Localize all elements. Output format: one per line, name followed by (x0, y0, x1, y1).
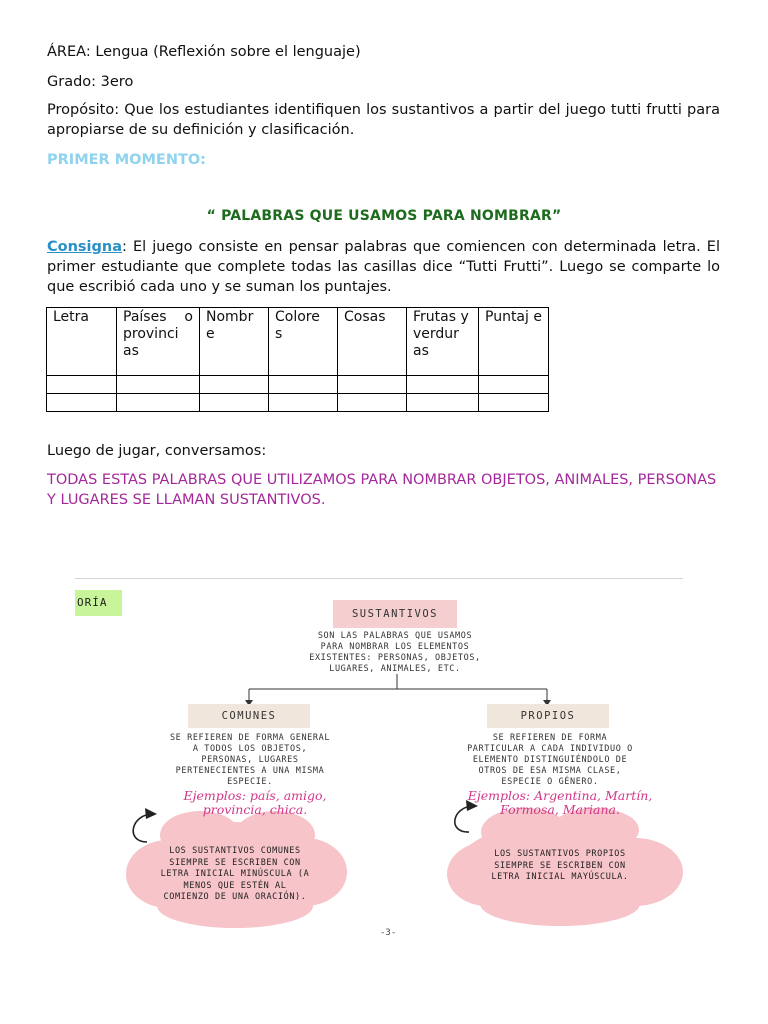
header-cell-colores: Colore s (269, 308, 338, 376)
comunes-definition-line: SE REFIEREN DE FORMA GENERAL (169, 733, 331, 743)
comunes-cloud-line: COMIENZO DE UNA ORACIÓN). (163, 892, 307, 902)
table-cell[interactable] (117, 376, 200, 394)
header-cell-puntaje: Puntaj e (479, 308, 549, 376)
table-row (47, 376, 549, 394)
comunes-example-line: Ejemplos: país, amigo, (183, 788, 327, 803)
main-definition-line: EXISTENTES: PERSONAS, OBJETOS, (309, 653, 481, 663)
table-cell[interactable] (47, 376, 117, 394)
header-cell-nombre: Nombr e (200, 308, 269, 376)
comunes-definition-line: PERTENECIENTES A UNA MISMA (175, 766, 325, 776)
table-cell[interactable] (117, 394, 200, 412)
table-cell[interactable] (338, 394, 407, 412)
table-cell[interactable] (269, 376, 338, 394)
table-cell[interactable] (479, 394, 549, 412)
comunes-cloud-line: LETRA INICIAL MINÚSCULA (A (160, 869, 310, 879)
propios-examples (440, 789, 680, 817)
propios-definition-line: OTROS DE ESA MISMA CLASE, (478, 766, 622, 776)
sustantivos-title-box: SUSTANTIVOS (333, 600, 457, 628)
propios-cloud-line: LOS SUSTANTIVOS PROPIOS (494, 849, 626, 859)
comunes-definition-line: PERSONAS, LUGARES (201, 755, 299, 765)
main-definition-line: SON LAS PALABRAS QUE USAMOS (317, 631, 473, 641)
table-row (47, 394, 549, 412)
conversamos-line: Luego de jugar, conversamos: (47, 443, 267, 459)
propios-definition (420, 733, 680, 788)
comunes-definition-line: A TODOS LOS OBJETOS, (192, 744, 308, 754)
propios-title-box: PROPIOS (487, 704, 609, 728)
consigna-text: : El juego consiste en pensar palabras que comiencen con determinada letra. El primer estudiante que complete todas las casillas dice “Tutti Frutti”. Luego se comparte lo que escribió cada uno y se suman los puntajes. (47, 239, 720, 295)
table-cell[interactable] (338, 376, 407, 394)
propios-example-line: Ejemplos: Argentina, Martín, (467, 788, 653, 803)
propios-definition-line: PARTICULAR A CADA INDIVIDUO O (467, 744, 633, 754)
comunes-example-line: provincia, chica. (202, 802, 308, 817)
table-cell[interactable] (407, 394, 479, 412)
proposito-paragraph: Propósito: Que los estudiantes identifiquen los sustantivos a partir del juego tutti frutti para apropiarse de su definición y clasificación. (47, 102, 720, 138)
consigna-paragraph (47, 237, 720, 297)
main-definition-line: LUGARES, ANIMALES, ETC. (329, 664, 461, 674)
comunes-examples (135, 789, 375, 817)
propios-example-line: Formosa, Mariana. (500, 802, 620, 817)
page-number: -3- (380, 928, 397, 938)
table-cell[interactable] (407, 376, 479, 394)
table-cell[interactable] (200, 376, 269, 394)
comunes-cloud-line: SIEMPRE SE ESCRIBEN CON (169, 857, 301, 868)
consigna-link[interactable]: Consigna (47, 239, 123, 255)
category-tag: ORÍA (75, 590, 122, 616)
table-cell[interactable] (479, 376, 549, 394)
conclusion-paragraph: TODAS ESTAS PALABRAS QUE UTILIZAMOS PARA NOMBRAR OBJETOS, ANIMALES, PERSONAS Y LUGARES SE LLAMAN SUSTANTIVOS. (47, 472, 717, 508)
activity-title: “ PALABRAS QUE USAMOS PARA NOMBRAR” (206, 208, 562, 224)
propios-cloud-text (460, 849, 660, 884)
main-definition-line: PARA NOMBRAR LOS ELEMENTOS (320, 642, 470, 652)
propios-definition-line: ELEMENTO DISTINGUIÉNDOLO DE (472, 755, 628, 765)
header-cell-letra: Letra (47, 308, 117, 376)
sustantivos-infographic (75, 578, 683, 940)
comunes-definition (115, 733, 385, 788)
comunes-title-box: COMUNES (188, 704, 310, 728)
tutti-frutti-table (46, 307, 549, 412)
primer-momento-heading: PRIMER MOMENTO: (47, 152, 206, 168)
header-cell-cosas: Cosas (338, 308, 407, 376)
table-cell[interactable] (47, 394, 117, 412)
comunes-definition-line: ESPECIE. (227, 777, 273, 787)
propios-definition-line: ESPECIE O GÉNERO. (501, 777, 599, 787)
header-cell-frutas: Frutas y verdur as (407, 308, 479, 376)
propios-definition-line: SE REFIEREN DE FORMA (492, 733, 608, 743)
grado-line: Grado: 3ero (47, 74, 134, 90)
comunes-cloud-line: LOS SUSTANTIVOS COMUNES (169, 846, 301, 856)
comunes-cloud-text (130, 846, 340, 904)
propios-cloud-line: SIEMPRE SE ESCRIBEN CON (494, 860, 626, 871)
area-line: ÁREA: Lengua (Reflexión sobre el lenguaje) (47, 44, 361, 60)
propios-cloud-line: LETRA INICIAL MAYÚSCULA. (491, 872, 629, 882)
table-cell[interactable] (269, 394, 338, 412)
header-cell-paises: Países o provinci as (117, 308, 200, 376)
table-header-row (47, 308, 549, 376)
comunes-curly-arrow (133, 814, 153, 842)
table-cell[interactable] (200, 394, 269, 412)
comunes-cloud-line: MENOS QUE ESTÉN AL (183, 880, 287, 891)
